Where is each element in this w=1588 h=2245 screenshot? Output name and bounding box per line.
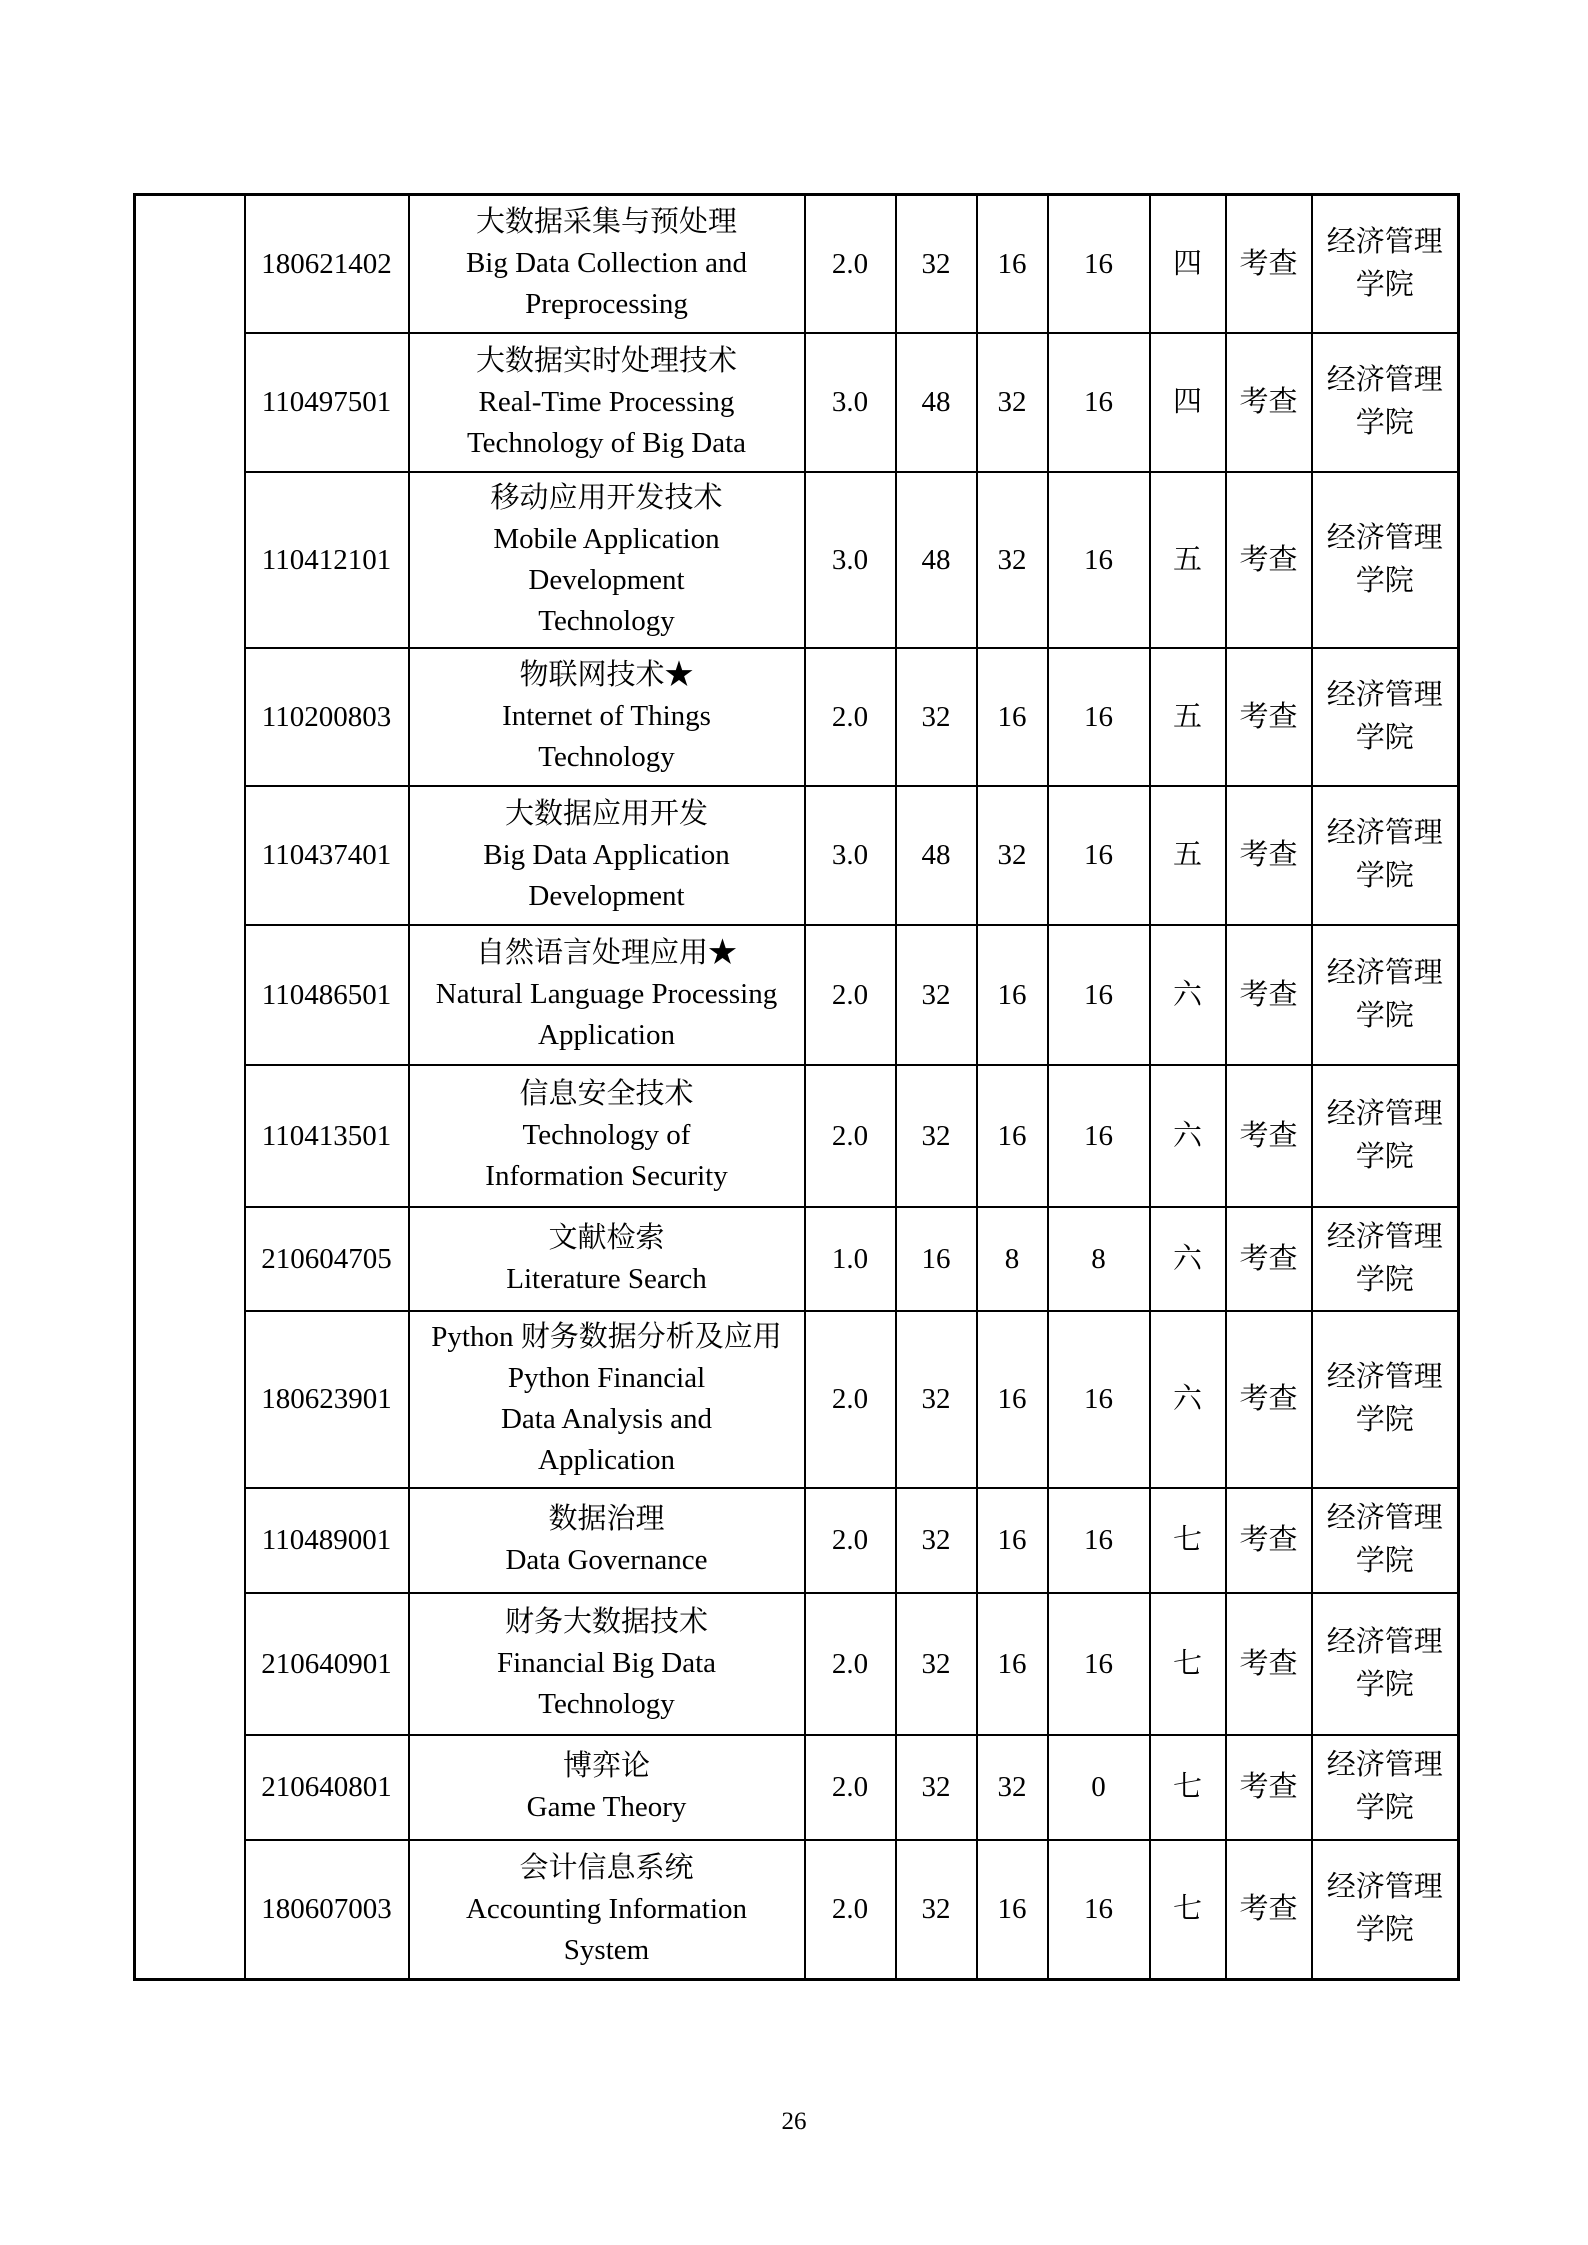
course-name-line: Real-Time Processing <box>478 385 735 418</box>
lecture-hours-cell: 16 <box>977 1488 1048 1593</box>
course-name-line: 文献检索 <box>548 1221 665 1254</box>
lecture-hours-cell: 16 <box>977 1593 1048 1735</box>
total-hours-cell: 32 <box>896 1488 977 1593</box>
course-name-cell <box>409 786 805 925</box>
course-code-cell: 180607003 <box>245 1840 409 1980</box>
practice-hours-cell: 16 <box>1048 648 1150 786</box>
course-name-cell <box>409 472 805 648</box>
table-row <box>135 472 1459 648</box>
assessment-cell: 考查 <box>1226 333 1312 472</box>
course-name-line: Python Financial <box>507 1362 706 1394</box>
course-name-cell <box>409 333 805 472</box>
assessment-cell: 考查 <box>1226 1593 1312 1735</box>
department-cell <box>1312 1840 1459 1980</box>
department-cell <box>1312 1311 1459 1488</box>
semester-cell: 六 <box>1150 1065 1226 1207</box>
table-row <box>135 648 1459 786</box>
credits-cell: 2.0 <box>805 648 896 786</box>
course-name-line: Application <box>538 1444 675 1476</box>
assessment-cell: 考查 <box>1226 472 1312 648</box>
assessment-cell: 考查 <box>1226 195 1312 333</box>
course-name-line: Technology of <box>522 1119 691 1151</box>
course-name-line: Mobile Application <box>493 522 720 555</box>
course-code-cell: 110437401 <box>245 786 409 925</box>
practice-hours-cell: 16 <box>1048 786 1150 925</box>
course-name-line: Data Governance <box>505 1544 708 1576</box>
lecture-hours-cell: 16 <box>977 1065 1048 1207</box>
department-line: 经济管理 <box>1326 678 1443 711</box>
total-hours-cell: 16 <box>896 1207 977 1311</box>
department-line: 学院 <box>1355 1792 1414 1824</box>
practice-hours-cell: 16 <box>1048 1840 1150 1980</box>
course-name-cell <box>409 1735 805 1840</box>
table-row <box>135 1311 1459 1488</box>
assessment-cell: 考查 <box>1226 1840 1312 1980</box>
semester-cell: 七 <box>1150 1840 1226 1980</box>
department-line: 学院 <box>1355 1263 1414 1296</box>
course-name-cell <box>409 1311 805 1488</box>
department-cell <box>1312 333 1459 472</box>
department-line: 学院 <box>1355 1914 1414 1947</box>
lecture-hours-cell: 32 <box>977 786 1048 925</box>
credits-cell: 2.0 <box>805 1065 896 1207</box>
course-name-line: Technology <box>538 741 675 773</box>
semester-cell: 五 <box>1150 648 1226 786</box>
table-row <box>135 1735 1459 1840</box>
course-code-cell: 110413501 <box>245 1065 409 1207</box>
total-hours-cell: 32 <box>896 648 977 786</box>
course-code-cell: 110497501 <box>245 333 409 472</box>
course-code-cell: 180621402 <box>245 195 409 333</box>
lecture-hours-cell: 32 <box>977 472 1048 648</box>
category-cell <box>135 195 245 1980</box>
department-cell <box>1312 195 1459 333</box>
department-line: 经济管理 <box>1326 956 1443 989</box>
practice-hours-cell: 16 <box>1048 925 1150 1065</box>
department-line: 学院 <box>1355 564 1414 597</box>
table-row <box>135 1593 1459 1735</box>
semester-cell: 四 <box>1150 195 1226 333</box>
course-name-line: Natural Language Processing <box>435 978 778 1010</box>
department-cell <box>1312 1735 1459 1840</box>
course-name-line: 大数据实时处理技术 <box>475 344 737 377</box>
department-line: 经济管理 <box>1326 1625 1443 1658</box>
course-name-line: Development <box>528 879 685 912</box>
table-row <box>135 925 1459 1065</box>
page-number: 26 <box>781 2108 807 2135</box>
lecture-hours-cell: 16 <box>977 195 1048 333</box>
department-line: 学院 <box>1355 407 1414 439</box>
lecture-hours-cell: 16 <box>977 1311 1048 1488</box>
semester-cell: 七 <box>1150 1593 1226 1735</box>
total-hours-cell: 48 <box>896 472 977 648</box>
assessment-cell: 考查 <box>1226 1207 1312 1311</box>
course-name-line: Big Data Application <box>483 838 730 871</box>
department-line: 学院 <box>1355 721 1414 754</box>
course-name-line: System <box>563 1933 650 1966</box>
semester-cell: 七 <box>1150 1488 1226 1593</box>
department-cell <box>1312 925 1459 1065</box>
department-line: 学院 <box>1355 999 1414 1032</box>
department-line: 经济管理 <box>1326 1220 1443 1253</box>
table-row <box>135 786 1459 925</box>
practice-hours-cell: 16 <box>1048 1593 1150 1735</box>
course-name-line: 信息安全技术 <box>519 1078 694 1110</box>
credits-cell: 3.0 <box>805 333 896 472</box>
credits-cell: 2.0 <box>805 925 896 1065</box>
credits-cell: 2.0 <box>805 195 896 333</box>
assessment-cell: 考查 <box>1226 1065 1312 1207</box>
assessment-cell: 考查 <box>1226 1311 1312 1488</box>
course-code-cell: 180623901 <box>245 1311 409 1488</box>
total-hours-cell: 48 <box>896 333 977 472</box>
table-row <box>135 333 1459 472</box>
course-code-cell: 110489001 <box>245 1488 409 1593</box>
table-row <box>135 1065 1459 1207</box>
total-hours-cell: 32 <box>896 1735 977 1840</box>
table-row <box>135 195 1459 333</box>
course-name-cell <box>409 648 805 786</box>
course-name-line: Application <box>538 1019 675 1051</box>
course-name-line: 博弈论 <box>562 1750 650 1782</box>
course-name-cell <box>409 925 805 1065</box>
credits-cell: 2.0 <box>805 1488 896 1593</box>
course-name-cell <box>409 1065 805 1207</box>
semester-cell: 五 <box>1150 786 1226 925</box>
semester-cell: 六 <box>1150 1207 1226 1311</box>
semester-cell: 四 <box>1150 333 1226 472</box>
department-line: 学院 <box>1355 860 1414 892</box>
course-name-line: Data Analysis and <box>500 1403 712 1435</box>
course-code-cell: 110200803 <box>245 648 409 786</box>
course-name-line: Technology <box>538 604 675 637</box>
course-code-cell: 210640901 <box>245 1593 409 1735</box>
course-name-line: 大数据应用开发 <box>504 797 708 830</box>
course-name-line: 财务大数据技术 <box>504 1606 708 1638</box>
lecture-hours-cell: 16 <box>977 648 1048 786</box>
course-name-line: 数据治理 <box>548 1503 665 1535</box>
course-name-line: Literature Search <box>506 1262 707 1295</box>
department-cell <box>1312 1488 1459 1593</box>
department-cell <box>1312 786 1459 925</box>
practice-hours-cell: 8 <box>1048 1207 1150 1311</box>
course-name-line: 移动应用开发技术 <box>490 481 723 514</box>
course-name-line: Technology of Big Data <box>466 426 747 459</box>
lecture-hours-cell: 16 <box>977 925 1048 1065</box>
department-line: 学院 <box>1355 1545 1414 1577</box>
course-name-line: 大数据采集与预处理 <box>475 206 737 239</box>
total-hours-cell: 32 <box>896 925 977 1065</box>
table-row <box>135 1488 1459 1593</box>
department-cell <box>1312 1593 1459 1735</box>
practice-hours-cell: 16 <box>1048 333 1150 472</box>
course-name-line: Internet of Things <box>502 700 711 732</box>
course-name-line: Accounting Information <box>465 1892 748 1925</box>
course-code-cell: 210640801 <box>245 1735 409 1840</box>
course-code-cell: 210604705 <box>245 1207 409 1311</box>
table-row <box>135 1207 1459 1311</box>
total-hours-cell: 32 <box>896 1065 977 1207</box>
course-name-line: Technology <box>538 1688 675 1720</box>
department-line: 经济管理 <box>1326 1749 1443 1781</box>
credits-cell: 1.0 <box>805 1207 896 1311</box>
lecture-hours-cell: 8 <box>977 1207 1048 1311</box>
course-name-cell <box>409 1488 805 1593</box>
total-hours-cell: 32 <box>896 195 977 333</box>
practice-hours-cell: 16 <box>1048 1311 1150 1488</box>
credits-cell: 3.0 <box>805 472 896 648</box>
total-hours-cell: 32 <box>896 1311 977 1488</box>
assessment-cell: 考查 <box>1226 786 1312 925</box>
course-table <box>133 193 1460 1981</box>
department-line: 经济管理 <box>1326 1871 1443 1904</box>
semester-cell: 五 <box>1150 472 1226 648</box>
practice-hours-cell: 16 <box>1048 1488 1150 1593</box>
assessment-cell: 考查 <box>1226 925 1312 1065</box>
practice-hours-cell: 0 <box>1048 1735 1150 1840</box>
course-name-line: Development <box>528 563 685 596</box>
practice-hours-cell: 16 <box>1048 1065 1150 1207</box>
department-cell <box>1312 472 1459 648</box>
department-line: 经济管理 <box>1326 1502 1443 1534</box>
course-name-line: Big Data Collection and <box>465 247 748 280</box>
course-name-line: 自然语言处理应用★ <box>475 937 737 969</box>
credits-cell: 2.0 <box>805 1735 896 1840</box>
course-name-line: Financial Big Data <box>496 1647 717 1679</box>
lecture-hours-cell: 32 <box>977 1735 1048 1840</box>
department-cell <box>1312 1207 1459 1311</box>
practice-hours-cell: 16 <box>1048 472 1150 648</box>
department-line: 学院 <box>1355 1404 1414 1436</box>
semester-cell: 六 <box>1150 925 1226 1065</box>
credits-cell: 2.0 <box>805 1311 896 1488</box>
table-row <box>135 1840 1459 1980</box>
department-line: 经济管理 <box>1326 817 1443 849</box>
semester-cell: 六 <box>1150 1311 1226 1488</box>
assessment-cell: 考查 <box>1226 648 1312 786</box>
course-name-line: 会计信息系统 <box>519 1851 694 1884</box>
course-table-body <box>135 195 1459 1980</box>
course-name-line: 物联网技术★ <box>519 659 694 691</box>
course-code-cell: 110486501 <box>245 925 409 1065</box>
department-cell <box>1312 648 1459 786</box>
practice-hours-cell: 16 <box>1048 195 1150 333</box>
credits-cell: 2.0 <box>805 1840 896 1980</box>
course-name-cell <box>409 1593 805 1735</box>
course-name-line: Python 财务数据分析及应用 <box>431 1321 782 1353</box>
total-hours-cell: 48 <box>896 786 977 925</box>
credits-cell: 3.0 <box>805 786 896 925</box>
course-name-cell <box>409 1207 805 1311</box>
lecture-hours-cell: 32 <box>977 333 1048 472</box>
department-line: 学院 <box>1355 1668 1414 1701</box>
department-cell <box>1312 1065 1459 1207</box>
semester-cell: 七 <box>1150 1735 1226 1840</box>
course-name-cell <box>409 195 805 333</box>
course-name-line: Preprocessing <box>525 288 688 321</box>
course-name-line: Information Security <box>485 1160 728 1192</box>
department-line: 经济管理 <box>1326 1361 1443 1393</box>
department-line: 经济管理 <box>1326 521 1443 554</box>
department-line: 经济管理 <box>1326 1097 1443 1130</box>
department-line: 经济管理 <box>1326 225 1443 258</box>
total-hours-cell: 32 <box>896 1840 977 1980</box>
lecture-hours-cell: 16 <box>977 1840 1048 1980</box>
department-line: 学院 <box>1355 1140 1414 1173</box>
department-line: 学院 <box>1355 268 1414 301</box>
course-name-cell <box>409 1840 805 1980</box>
course-code-cell: 110412101 <box>245 472 409 648</box>
credits-cell: 2.0 <box>805 1593 896 1735</box>
department-line: 经济管理 <box>1326 364 1443 396</box>
course-name-line: Game Theory <box>526 1791 687 1823</box>
assessment-cell: 考查 <box>1226 1488 1312 1593</box>
total-hours-cell: 32 <box>896 1593 977 1735</box>
assessment-cell: 考查 <box>1226 1735 1312 1840</box>
